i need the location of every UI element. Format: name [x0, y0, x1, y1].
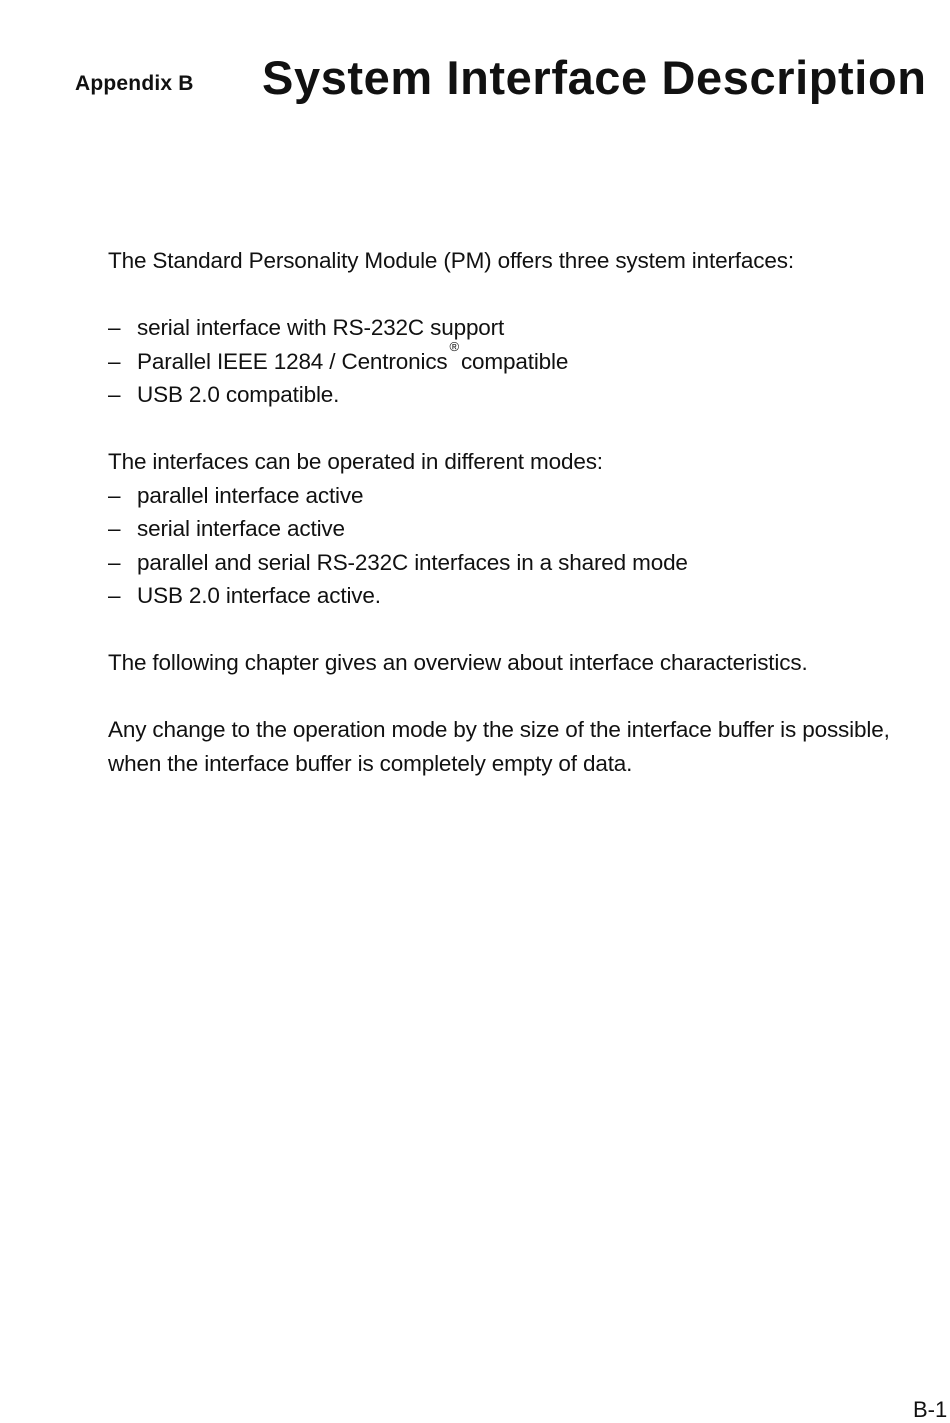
list-item: [108, 579, 948, 613]
dash-bullet: –: [108, 516, 121, 541]
list-item-text: serial interface with RS-232C support: [137, 315, 505, 340]
list-item-text: Parallel IEEE 1284 / Centronics: [137, 348, 448, 374]
page-title: System Interface Description: [262, 51, 927, 104]
dash-bullet: –: [108, 382, 121, 407]
dash-bullet: –: [108, 348, 121, 374]
list-item: [108, 311, 948, 345]
interface-list: [108, 311, 948, 412]
list-item: [108, 479, 948, 513]
registered-mark: ®: [449, 338, 459, 354]
page-number: B-1: [913, 1397, 948, 1422]
list-item: [108, 378, 948, 412]
list-item-text: serial interface active: [137, 516, 345, 541]
buffer-note-line: when the interface buffer is completely empty of data.: [108, 750, 633, 776]
list-item-text: parallel and serial RS-232C interfaces in a shared mode: [137, 549, 688, 575]
list-item-text: USB 2.0 interface active.: [137, 583, 381, 608]
dash-bullet: –: [108, 583, 121, 608]
list-item-text: USB 2.0 compatible.: [137, 382, 340, 407]
intro-paragraph: The Standard Personality Module (PM) offers three system interfaces:: [108, 248, 794, 273]
appendix-label: Appendix B: [75, 72, 194, 95]
list-item: [108, 546, 948, 580]
modes-list: [108, 479, 948, 613]
list-item: [108, 338, 948, 379]
dash-bullet: –: [108, 315, 121, 340]
overview-paragraph: The following chapter gives an overview about interface characteristics.: [108, 650, 808, 675]
dash-bullet: –: [108, 482, 121, 508]
buffer-note-line: Any change to the operation mode by the size of the interface buffer is possible,: [108, 717, 890, 742]
list-item-text: compatible: [460, 348, 569, 374]
document-body: [108, 244, 948, 780]
list-item: [108, 512, 948, 546]
list-item-text: parallel interface active: [137, 482, 364, 508]
dash-bullet: –: [108, 549, 121, 575]
modes-heading: The interfaces can be operated in different modes:: [108, 449, 603, 474]
